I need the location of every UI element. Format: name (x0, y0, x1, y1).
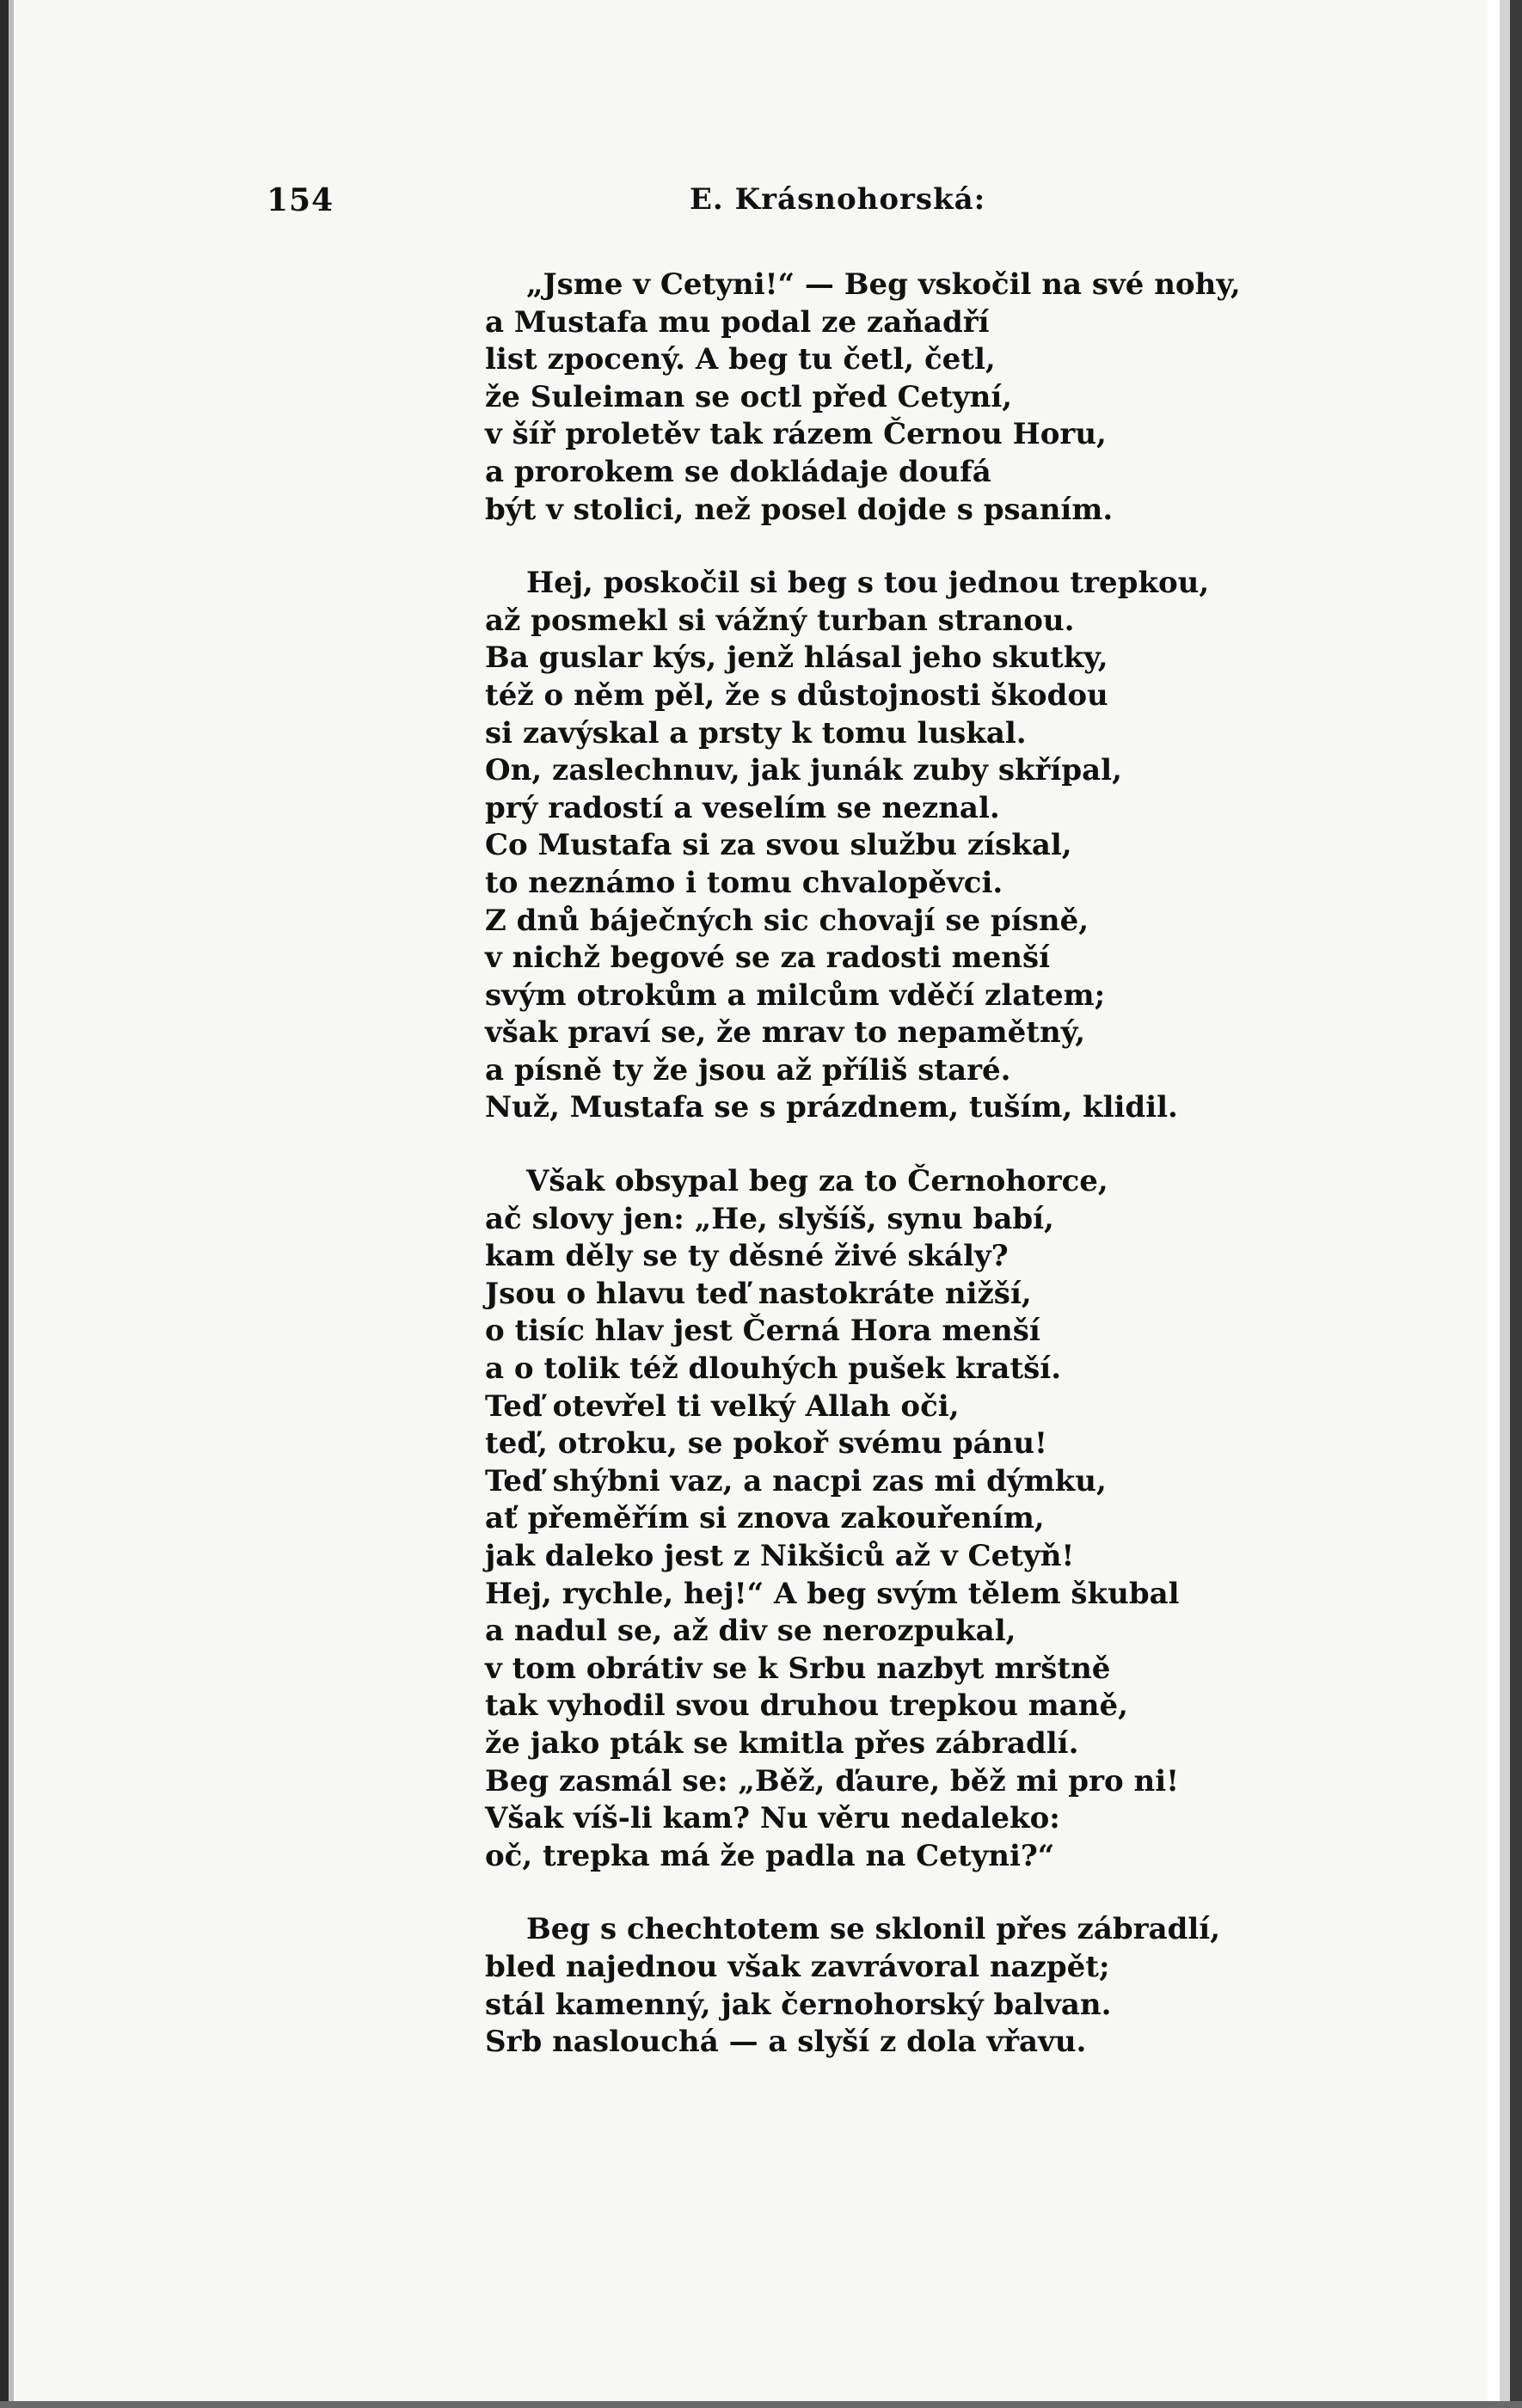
verse-line: Hej, poskočil si beg s tou jednou trepkou, (526, 566, 1210, 601)
verse-line: a nadul se, až div se nerozpukal, (485, 1614, 1016, 1649)
verse-line: Ba guslar kýs, jenž hlásal jeho skutky, (485, 640, 1108, 676)
book-page (14, 0, 1488, 2401)
stanza (485, 1911, 1242, 2061)
verse-line: list zpocený. A beg tu četl, četl, (485, 342, 996, 377)
verse-line: až posmekl si vážný turban stranou. (485, 603, 1075, 638)
poem-text (485, 267, 1242, 2098)
verse-line: On, zaslechnuv, jak junák zuby skřípal, (485, 753, 1122, 788)
verse-line: Nuž, Mustafa se s prázdnem, tuším, klidil. (485, 1090, 1178, 1125)
running-head: E. Krásnohorská: (690, 182, 986, 217)
verse-line: však praví se, že mrav to nepamětný, (485, 1015, 1086, 1051)
verse-line: Hej, rychle, hej!“ A beg svým tělem škubal (485, 1576, 1180, 1611)
verse-line: Jsou o hlavu teď nastokráte nižší, (485, 1276, 1032, 1311)
verse-line: jak daleko jest z Nikšiců až v Cetyň! (485, 1539, 1075, 1573)
verse-line: ať přeměřím si znova zakouřením, (485, 1501, 1045, 1536)
verse-line: též o něm pěl, že s důstojnosti škodou (485, 677, 1108, 713)
verse-line: prý radostí a veselím se neznal. (485, 790, 1000, 825)
page-header (14, 182, 1488, 225)
verse-line: kam děly se ty děsné živé skály? (485, 1239, 1009, 1274)
verse-line: si zavýskal a prsty k tomu luskal. (485, 715, 1027, 751)
verse-line: bled najednou však zavrávoral nazpět; (485, 1949, 1110, 1984)
verse-line: Z dnů báječných sic chovají se písně, (485, 903, 1089, 938)
verse-line: oč, trepka má že padla na Cetyni?“ (485, 1838, 1055, 1873)
scan-border-left (0, 0, 9, 2408)
verse-line: Však víš-li kam? Nu věru nedaleko: (485, 1801, 1060, 1836)
verse-line: Teď otevřel ti velký Allah oči, (485, 1388, 960, 1424)
verse-line: že jako pták se kmitla přes zábradlí. (485, 1725, 1079, 1761)
verse-line: Však obsypal beg za to Černohorce, (526, 1164, 1108, 1199)
verse-line: a Mustafa mu podal ze zaňadří (485, 304, 990, 340)
verse-line: to neznámo i tomu chvalopěvci. (485, 865, 1003, 900)
verse-line: o tisíc hlav jest Černá Hora menší (485, 1314, 1040, 1349)
verse-line: Beg s chechtotem se sklonil přes zábradlí, (526, 1912, 1221, 1947)
verse-line: Srb naslouchá — a slyší z dola vřavu. (485, 2025, 1087, 2060)
stanza (485, 267, 1242, 529)
page-number: 154 (267, 182, 334, 218)
verse-line: ač slovy jen: „He, slyšíš, synu babí, (485, 1201, 1054, 1236)
verse-line: a písně ty že jsou až příliš staré. (485, 1052, 1011, 1088)
stanza (485, 1163, 1242, 1875)
verse-line: svým otrokům a milcům vděčí zlatem; (485, 977, 1106, 1013)
verse-line: a o tolik též dlouhých pušek kratší. (485, 1351, 1062, 1387)
verse-line: a prorokem se dokládaje doufá (485, 454, 991, 489)
scan-border-bottom (0, 2401, 1522, 2408)
verse-line: v šíř proletěv tak rázem Černou Horu, (485, 417, 1107, 452)
verse-line: Beg zasmál se: „Běž, ďaure, běž mi pro ni! (485, 1763, 1180, 1798)
verse-line: Teď shýbni vaz, a nacpi zas mi dýmku, (485, 1463, 1107, 1498)
verse-line: teď, otroku, se pokoř svému pánu! (485, 1426, 1047, 1461)
scan-border-right-inner (1500, 0, 1510, 2408)
verse-line: stál kamenný, jak černohorský balvan. (485, 1987, 1112, 2022)
verse-line: v nichž begové se za radosti menší (485, 941, 1051, 976)
verse-line: Co Mustafa si za svou službu získal, (485, 828, 1072, 863)
verse-line: být v stolici, než posel dojde s psaním. (485, 492, 1114, 527)
verse-line: tak vyhodil svou druhou trepkou maně, (485, 1688, 1128, 1724)
scan-border-right (1510, 0, 1522, 2408)
stanza (485, 565, 1242, 1127)
verse-line: v tom obrátiv se k Srbu nazbyt mrštně (485, 1651, 1111, 1686)
verse-line: že Suleiman se octl před Cetyní, (485, 379, 1013, 414)
verse-line: „Jsme v Cetyni!“ — Beg vskočil na své nohy, (526, 267, 1241, 302)
